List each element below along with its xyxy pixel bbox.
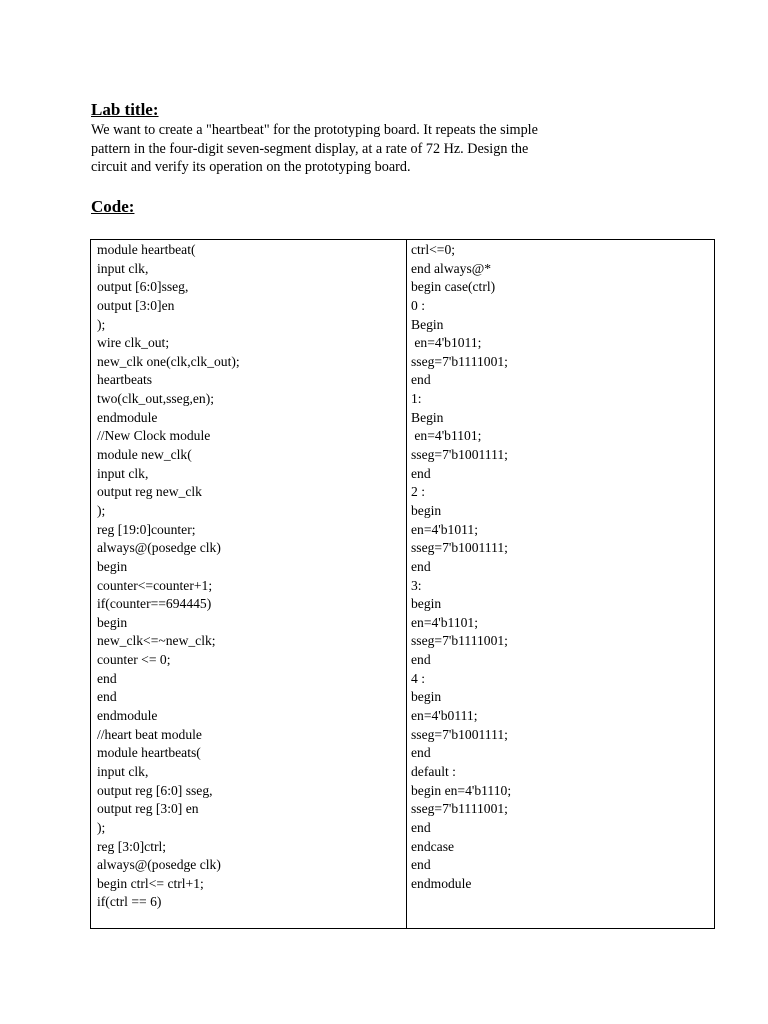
code-line: two(clk_out,sseg,en); [97, 391, 215, 407]
code-line: end [411, 652, 431, 668]
code-line: end always@* [411, 260, 492, 276]
code-line: 1: [411, 391, 422, 407]
code-line: ); [97, 502, 106, 518]
code-line: end [411, 465, 431, 481]
code-line: counter <= 0; [97, 652, 171, 668]
code-line: 2 : [411, 484, 425, 500]
code-line: sseg=7'b1001111; [411, 726, 508, 742]
code-line: output reg new_clk [97, 484, 202, 500]
code-line: end [97, 670, 117, 686]
code-line: Begin [411, 409, 444, 425]
code-line: reg [19:0]counter; [97, 521, 196, 537]
code-line: input clk, [97, 260, 149, 276]
code-line: end [411, 819, 431, 835]
code-line: en=4'b1101; [411, 614, 478, 630]
code-line: output reg [6:0] sseg, [97, 782, 213, 798]
code-column-left [97, 241, 397, 912]
code-line: if(counter==694445) [97, 596, 212, 612]
code-line: en=4'b1011; [411, 521, 478, 537]
code-line: sseg=7'b1111001; [411, 633, 508, 649]
code-line: en=4'b1101; [411, 428, 482, 444]
code-line: end [411, 745, 431, 761]
column-divider [406, 240, 407, 928]
code-line: begin en=4'b1110; [411, 782, 512, 798]
lab-description [91, 121, 581, 177]
code-line: counter<=counter+1; [97, 577, 213, 593]
description-line: circuit and verify its operation on the prototyping board. [91, 159, 411, 176]
code-line: output [6:0]sseg, [97, 279, 189, 295]
code-line: end [97, 689, 117, 705]
code-line: module heartbeat( [97, 242, 196, 257]
code-line: 0 : [411, 297, 425, 313]
code-line: endmodule [97, 708, 158, 724]
code-line: end [411, 857, 431, 873]
code-line: endmodule [97, 409, 158, 425]
code-line: //heart beat module [97, 726, 202, 742]
code-line: begin ctrl<= ctrl+1; [97, 875, 204, 891]
code-line: begin [97, 614, 128, 630]
description-line: pattern in the four-digit seven-segment display, at a rate of 72 Hz. Design the [91, 140, 529, 157]
code-line: en=4'b1011; [411, 335, 482, 351]
code-line: input clk, [97, 763, 149, 779]
code-line: module new_clk( [97, 447, 192, 463]
code-line: output reg [3:0] en [97, 801, 199, 817]
code-line: end [411, 372, 431, 388]
code-line: begin case(ctrl) [411, 279, 496, 295]
code-column-right [411, 241, 706, 893]
code-line: begin [411, 502, 442, 518]
code-line: sseg=7'b1111001; [411, 353, 508, 369]
code-line: endcase [411, 838, 455, 854]
code-line: begin [411, 596, 442, 612]
code-line: //New Clock module [97, 428, 211, 444]
code-line: end [411, 558, 431, 574]
code-line: output [3:0]en [97, 297, 175, 313]
code-line: begin [97, 558, 128, 574]
code-line: sseg=7'b1111001; [411, 801, 508, 817]
code-line: module heartbeats( [97, 745, 201, 761]
lab-title-heading: Lab title: [91, 100, 159, 119]
code-line: 3: [411, 577, 422, 593]
code-line: heartbeats [97, 372, 153, 388]
description-line: We want to create a "heartbeat" for the prototyping board. It repeats the simple [91, 122, 538, 138]
code-line: input clk, [97, 465, 149, 481]
code-line: Begin [411, 316, 444, 332]
code-line: ); [97, 316, 106, 332]
code-line: begin [411, 689, 442, 705]
code-line: if(ctrl == 6) [97, 894, 162, 910]
code-line: sseg=7'b1001111; [411, 447, 508, 463]
code-line: ctrl<=0; [411, 242, 456, 257]
code-line: default : [411, 763, 456, 779]
code-line: wire clk_out; [97, 335, 170, 351]
code-heading: Code: [91, 197, 135, 216]
code-line: ); [97, 819, 106, 835]
code-line: new_clk one(clk,clk_out); [97, 353, 240, 369]
code-line: 4 : [411, 670, 425, 686]
code-line: new_clk<=~new_clk; [97, 633, 216, 649]
code-line: endmodule [411, 875, 472, 891]
code-line: en=4'b0111; [411, 708, 478, 724]
code-line: sseg=7'b1001111; [411, 540, 508, 556]
code-line: reg [3:0]ctrl; [97, 838, 167, 854]
code-line: always@(posedge clk) [97, 857, 221, 873]
code-table [90, 239, 715, 929]
code-line: always@(posedge clk) [97, 540, 221, 556]
